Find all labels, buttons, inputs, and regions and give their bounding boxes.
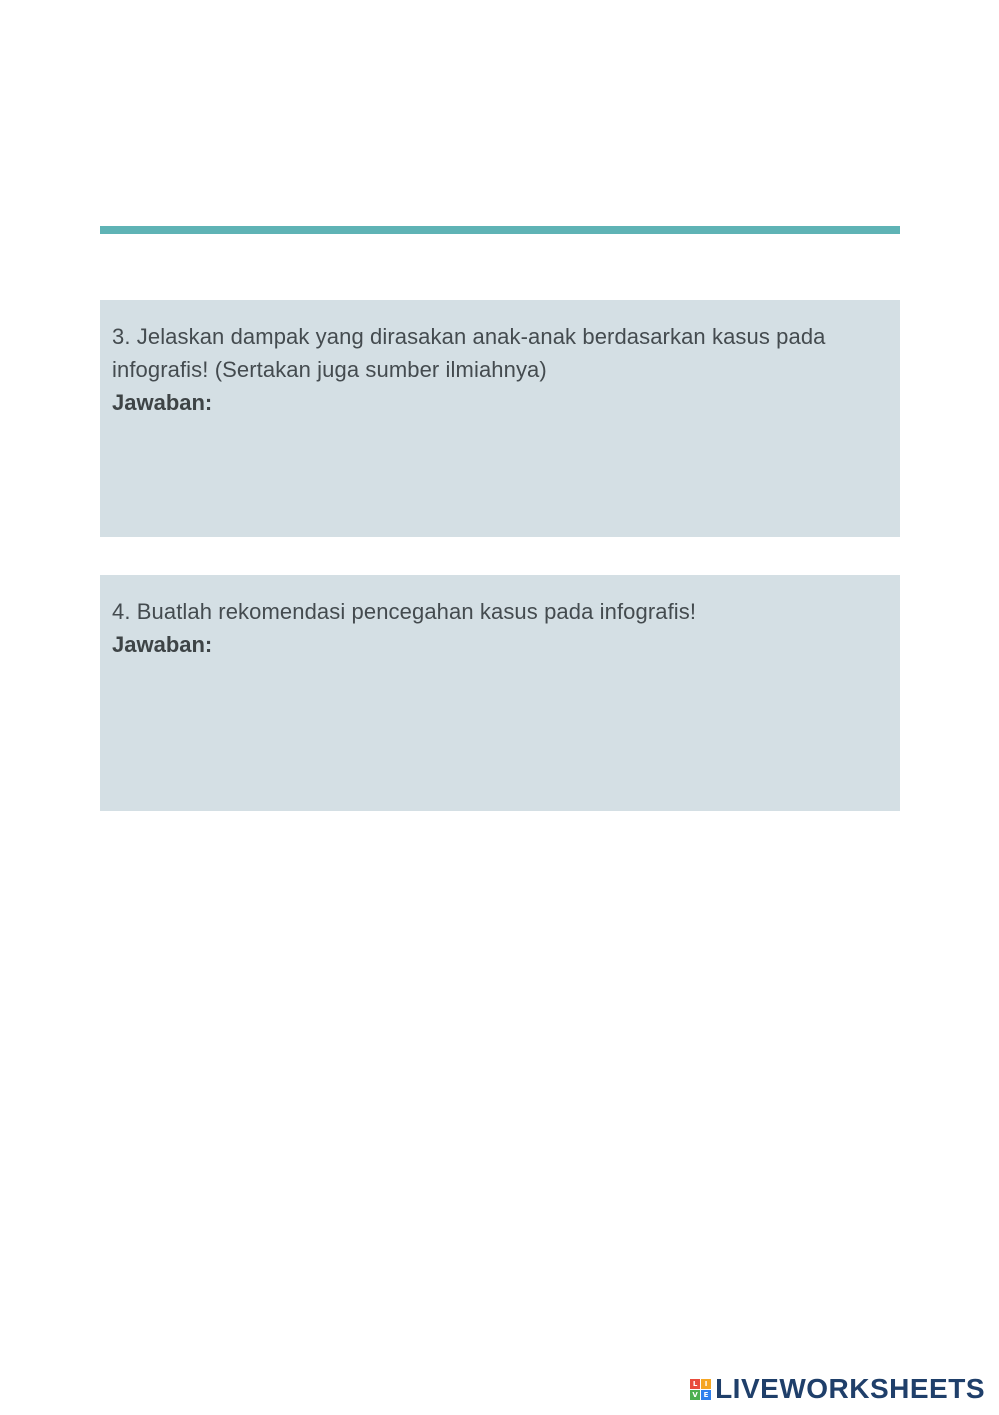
logo-letter-i: I bbox=[701, 1379, 711, 1389]
question-3-answer-label: Jawaban: bbox=[112, 390, 213, 415]
question-3-text: 3. Jelaskan dampak yang dirasakan anak-anak berdasarkan kasus pada infografis! (Sertakan juga sumber ilmiahnya) bbox=[112, 324, 826, 382]
question-box-4 bbox=[100, 575, 900, 811]
logo-letter-l: L bbox=[690, 1379, 700, 1389]
question-box-3 bbox=[100, 300, 900, 537]
liveworksheets-brand-text: LIVEWORKSHEETS bbox=[715, 1373, 985, 1404]
question-4-text: 4. Buatlah rekomendasi pencegahan kasus pada infografis! bbox=[112, 599, 697, 624]
question-4-answer-label: Jawaban: bbox=[112, 632, 213, 657]
liveworksheets-logo-icon bbox=[690, 1379, 711, 1400]
logo-letter-v: V bbox=[690, 1390, 700, 1400]
top-divider bbox=[100, 226, 900, 234]
logo-letter-e: E bbox=[701, 1390, 711, 1400]
liveworksheets-logo[interactable] bbox=[690, 1373, 985, 1405]
